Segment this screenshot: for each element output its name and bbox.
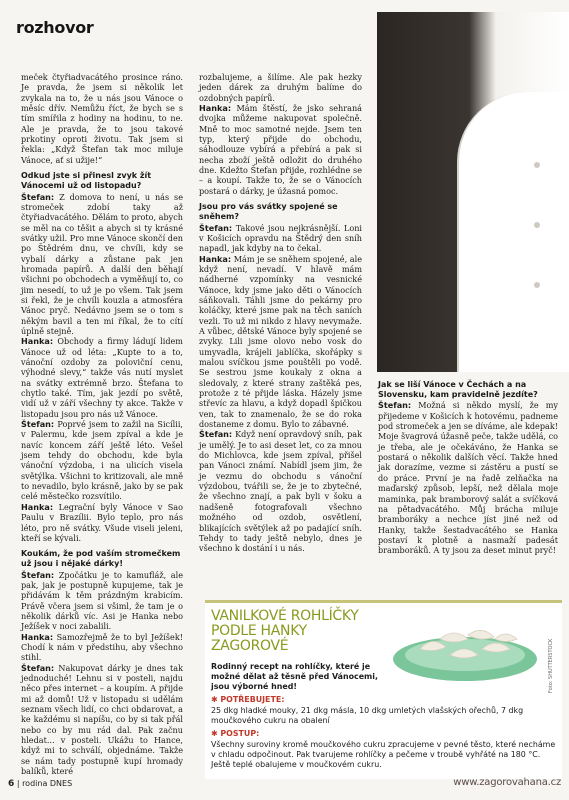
answer <box>199 429 362 553</box>
procedure-text: Všechny suroviny kromě moučkového cukru zpracujeme v pevné těsto, které necháme v chladu odpočinout. Pak tvarujeme rohlíčky a pečeme v troubě vyhřáté na 180 °C. Ještě teplé obalujeme v moučkovém cukru. <box>211 740 556 769</box>
answer-text: Z domova to není, u nás se stromeček zdobí taky až čtyřiadvacátého. Dělám to proto, abych se měl na co těšit a abych si ty krásné svátky užil. Pro mne Vánoce skončí den po Štědrém dnu, ve chvíli, kdy se vybalí dárky a zůstane pak jen hromada papírů. A další den běhají všichni po obchodech a vyměňují to, co jim nesedí, to už je po všem. Tak jsem si řekl, že je chvíli kouzla a atmosféra Vánoc pryč. Nedávno jsem se o tom s někým bavil a ten mi říkal, že to cítí úplně stejně. <box>21 191 183 336</box>
answer-text: Obchody a firmy ládují lidem Vánoce už od léta: „Kupte to a to, vánoční ozdoby za poloviční cenu, výhodné slevy,“ takže vás nutí myslet na svátky extrémně brzo. Štefana to chytlo také. Tím, jak jezdí po světě, vidí už v září všechny ty akce. Takže v listopadu jsou pro nás už Vánoce. <box>21 336 183 419</box>
speaker: Hanka: <box>21 631 54 642</box>
magazine-name: rodina DNES <box>22 779 73 788</box>
answer <box>21 570 183 632</box>
watermark-url: www.zagorovahana.cz <box>453 777 561 788</box>
question: Odkud jste si přinesl zvyk žít Vánocemi už od listopadu? <box>21 171 152 191</box>
speaker: Štefan: <box>21 662 55 673</box>
divider: | <box>16 779 23 788</box>
answer <box>21 502 183 543</box>
ingredients-heading-text: POTŘEBUJETE: <box>220 695 285 704</box>
answer <box>199 254 362 430</box>
answer <box>21 192 183 337</box>
speaker: Hanka: <box>21 501 54 512</box>
question: Jak se liší Vánoce v Čechách a na Slovensku, kam pravidelně jezdíte? <box>378 380 538 400</box>
section-label: rozhovor <box>16 18 94 37</box>
portrait-photo <box>377 12 569 372</box>
white-shirt <box>457 92 569 372</box>
answer-text: Zpočátku je to kamufláž, ale pak, jak je postupně kupujeme, tak je přidávám k těm prázdným krabicím. Právě včera jsem si všiml, že tam je o několik dárků víc. Asi je Hanka nebo Ježíšek v noci zabalili. <box>21 569 183 632</box>
ingredients-text: 25 dkg hladké mouky, 21 dkg másla, 10 dkg umletých vlašských ořechů, 7 dkg moučkového cukru na obalení <box>211 706 524 725</box>
speaker: Štefan: <box>21 191 55 202</box>
page-number: 6 <box>8 779 15 789</box>
answer-text: Možná si někdo myslí, že my přijedeme v Košicích k hotovému, padneme pod stromeček a jen se díváme, ale kdepak! Moje švagrová úžasně peče, takže udělá, co je třeba, ale je očekáváno, že Hanka se postará o několik dalších věcí. Takže hned jak dorazíme, vezme si zástěru a pustí se do práce. První je na řadě zelňačka na maďarský způsob, lepší, než dělala moje maminka, pak bramborový salát a svíčková na pětadvacátého. Můj brácha miluje bramboráky a nechce jíst jiné než od Hanky, takže šestadvacátého se Hanka postaví k plotně a nasmaží padesát bramboráků. A ty jsou za deset minut pryč! <box>378 400 559 556</box>
question: Koukám, že pod vaším stromečkem už jsou i nějaké dárky! <box>21 549 181 569</box>
answer <box>21 632 183 663</box>
shirt-button <box>534 282 540 288</box>
speaker: Štefan: <box>21 419 55 430</box>
shirt-button <box>534 222 540 228</box>
article-column-2 <box>199 72 362 554</box>
photo-credit: Foto: SHUTTERSTOCK <box>548 638 554 693</box>
answer <box>21 419 183 502</box>
speaker: Hanka: <box>199 253 232 264</box>
answer-text: Legrační byly Vánoce v Sao Paulu v Brazílii. Bylo teplo, pro nás léto, pro ně svátky. Všude viseli jeleni, kteří se kývali. <box>21 501 183 543</box>
recipe-title: VANILKOVÉ ROHLÍČKY PODLE HANKY ZAGOROVÉ <box>211 608 359 654</box>
speaker: Štefan: <box>199 429 233 440</box>
speaker: Štefan: <box>199 222 233 233</box>
cookie-plate-image <box>390 609 540 684</box>
ingredients-heading <box>211 695 284 704</box>
asterisk-icon: ✱ <box>211 729 221 738</box>
answer <box>378 400 558 555</box>
procedure-heading <box>211 729 259 738</box>
page-footer <box>8 779 72 789</box>
answer-text: Takové jsou nejkrásnější. Loni v Košicích opravdu na Štědrý den sníh napadl, jak kdyby na to čekal. <box>199 222 363 254</box>
shirt-button <box>534 162 540 168</box>
answer <box>199 223 362 254</box>
speaker: Hanka: <box>199 103 232 114</box>
answer <box>21 336 183 419</box>
answer <box>199 103 362 196</box>
speaker: Štefan: <box>378 400 412 411</box>
answer-text: Mám je se sněhem spojené, ale když není, nevadí. V hlavě mám nádherné vzpomínky na vesnické Vánoce, kdy jsme jako děti o Vánocích sáňkovali. Táhli jsme do pekárny pro koláčky, které jsme pak na těch saních vezli. To už mi nikdo z hlavy nevymaže. A vůbec, dětské Vánoce byly spojené se zvyky. Lili jsme olovo nebo vosk do umyvadla, krájeli jablíčka, skořápky s malou svíčkou jsme pouštěli po vodě. Se sestrou jsme koukaly z okna a sledovaly, z které strany zaštěká pes, protože z té přijde láska. Házely jsme střevíc za hlavu, a když dopadl špičkou ven, tak to znamenalo, že se do roka dostaneme z domu. Bylo to zábavné. <box>199 253 362 430</box>
answer <box>21 663 183 777</box>
article-column-3 <box>378 380 558 556</box>
procedure-heading-text: POSTUP: <box>220 729 260 738</box>
question: Jsou pro vás svátky spojené se sněhem? <box>199 202 338 222</box>
speaker: Štefan: <box>21 569 55 580</box>
answer-text: Samozřejmě že to byl Ježíšek! Chodí k nám v předstihu, aby všechno stihl. <box>21 631 183 663</box>
article-column-1 <box>21 72 183 776</box>
answer-text: Když není opravdový sníh, pak je umělý. Je to asi deset let, co za mnou do Michlovca, kde jsem zpíval, přišel pan Vánoci známí. Nabídl jsem jim, že je vezmu do obchodu s vánoční výzdobou, tvářili se, že je to zbytečné, že všechno znají, a pak byli v šoku a nadšeně fotografovali všechno možného od ozdob, osvětlení, blikajících světýlek až po padající sníh. Tehdy to tady ještě nebylo, dnes je všechno k dostání i u nás. <box>199 429 362 554</box>
answer-text: Poprvé jsem to zažil na Sicílii, v Palermu, kde jsem zpíval a kde je navíc koncem září ještě léto. Vešel jsem tehdy do obchodu, kde byla vánoční výzdoba, i na ulicích visela světýlka. Všichni to kritizovali, ale mně to nevadilo, bylo krásně, jako by se pak celé městečko rozsvítilo. <box>21 419 183 502</box>
paragraph: rozbalujeme, a šilíme. Ale pak hezky jeden dárek za druhým balíme do ozdobných papírů. <box>199 72 362 103</box>
recipe-box <box>205 600 562 779</box>
answer-text: Nakupovat dárky je dnes tak jednoduché! Lehnu si v posteli, najdu něco přes internet – a koupím. A přijde mi až domů! Už v listopadu si udělám seznam všech lidí, co chci obdarovat, a ke každému si napíšu, co by si tak přál nebo co by mu rád dal. Pak začnu hledat... v posteli. Ukážu to Hance, když mi to schválí, objednáme. Takže se nám tady postupně kupí hromady balíků, které <box>21 662 183 777</box>
paragraph: meček čtyřiadvacátého prosince ráno. Je pravda, že jsem si několik let zvykala na to, že u nás jsou Vánoce o měsíc dřív. Nemůžu říct, že bych se s tím smířila z hodiny na hodinu, to ne. Ale je pravda, že to jsou takové prkotiny oproti životu. Tak jsem si řekla: „Když Štefan tak moc miluje Vánoce, ať si užije!“ <box>21 72 183 165</box>
asterisk-icon: ✱ <box>211 695 221 704</box>
recipe-intro: Rodinný recept na rohlíčky, které je možné dělat až těsně před Vánocemi, jsou výborné hned! <box>211 662 378 691</box>
answer-text: Mám štěstí, že jsko sehraná dvojka můžeme nakupovat společně. Mně to moc samotné nejde. Jsem ten typ, který přijde do obchodu, sáhodlouze vybírá a přebírá a pak si necha zboží ještě odložit do druhého dne. Kdežto Štefan přijde, rozhlédne se – a koupí. Takže to, že se o Vánocích postará o dárky, je úžasná pomoc. <box>199 103 363 196</box>
speaker: Hanka: <box>21 336 54 347</box>
